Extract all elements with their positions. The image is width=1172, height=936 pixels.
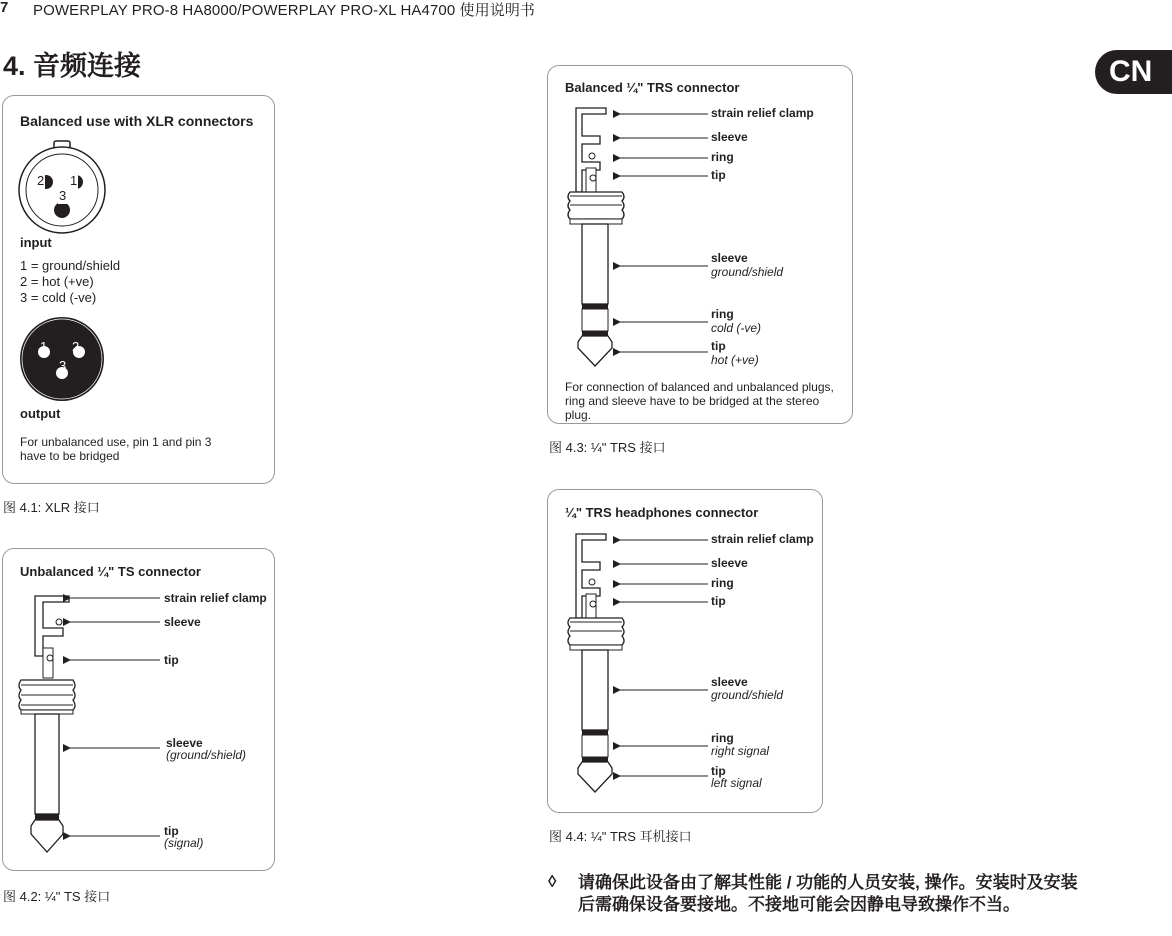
ts-sleeve-label: sleeve [166, 736, 203, 750]
trs-sleeve-label: sleeve [711, 251, 748, 265]
hp-arrows [612, 536, 708, 786]
hp-strain-label: strain relief clamp [711, 532, 814, 546]
xlr-note: For unbalanced use, pin 1 and pin 3 have to be bridged [20, 435, 212, 463]
trs-caption: 图 4.3: ¼" TRS 接口 [549, 440, 666, 455]
hp-tip-top-label: tip [711, 594, 726, 608]
trs-tip-sub: hot (+ve) [711, 353, 759, 367]
trs-tip-top-label: tip [711, 168, 726, 182]
trs-note: For connection of balanced and unbalanced plugs, ring and sleeve have to be bridged at the stereo plug. [565, 380, 834, 422]
xlr-input-pin-1: 1 [70, 173, 78, 188]
hp-tip-sub: left signal [711, 776, 762, 790]
safety-notice: 请确保此设备由了解其性能 / 功能的人员安装, 操作。安装时及安装后需确保设备要接地。不接地可能会因静电导致操作不当。 [578, 873, 1078, 914]
ts-sleeve-sub: (ground/shield) [166, 748, 247, 762]
ts-caption: 图 4.2: ¼" TS 接口 [3, 889, 111, 904]
trs-strain-label: strain relief clamp [711, 106, 814, 120]
trs-ring-sub: cold (-ve) [711, 321, 762, 335]
hp-sleeve-sub: ground/shield [711, 688, 784, 702]
ts-tip-sub: (signal) [164, 836, 204, 850]
hp-title: ¼" TRS headphones connector [565, 505, 759, 520]
ts-strain-label: strain relief clamp [164, 591, 267, 605]
xlr-pin-line-2: 2 = hot (+ve) [20, 274, 94, 289]
xlr-pin-line-1: 1 = ground/shield [20, 258, 121, 273]
xlr-title: Balanced use with XLR connectors [20, 113, 254, 129]
hp-tip-label: tip [711, 764, 726, 778]
page-number: 7 [0, 0, 9, 16]
language-badge: CN [1095, 50, 1172, 94]
hp-ring-top-label: ring [711, 576, 734, 590]
trs-tip-label: tip [711, 339, 726, 353]
xlr-input-pin-3: 3 [59, 188, 67, 203]
xlr-input-pin-2: 2 [37, 173, 45, 188]
trs-ring-label: ring [711, 307, 734, 321]
trs-arrows [612, 110, 708, 360]
hp-ring-label: ring [711, 731, 734, 745]
xlr-output-pin-1: 1 [40, 339, 48, 354]
xlr-pin-line-3: 3 = cold (-ve) [20, 290, 97, 305]
ts-arrows [60, 590, 160, 850]
xlr-caption: 图 4.1: XLR 接口 [3, 500, 100, 515]
section-title: 4. 音频连接 [3, 51, 142, 81]
trs-ring-top-label: ring [711, 150, 734, 164]
hp-caption: 图 4.4: ¼" TRS 耳机接口 [549, 829, 692, 844]
hp-sleeve-label: sleeve [711, 675, 748, 689]
ts-title: Unbalanced ¼" TS connector [20, 564, 201, 579]
ts-sleeve-top-label: sleeve [164, 615, 201, 629]
xlr-output-label: output [20, 406, 61, 421]
xlr-output-pin-2: 2 [72, 339, 80, 354]
xlr-input-label: input [20, 235, 52, 250]
diamond-icon: ◊ [548, 872, 557, 891]
trs-sleeve-top-label: sleeve [711, 130, 748, 144]
ts-tip-label: tip [164, 824, 179, 838]
xlr-output-pin-3: 3 [59, 358, 67, 373]
ts-tip-top-label: tip [164, 653, 179, 667]
trs-title: Balanced ¼" TRS connector [565, 80, 740, 95]
trs-sleeve-sub: ground/shield [711, 265, 784, 279]
document-header: POWERPLAY PRO-8 HA8000/POWERPLAY PRO-XL HA4700 使用说明书 [33, 2, 536, 19]
hp-ring-sub: right signal [711, 744, 770, 758]
hp-sleeve-top-label: sleeve [711, 556, 748, 570]
